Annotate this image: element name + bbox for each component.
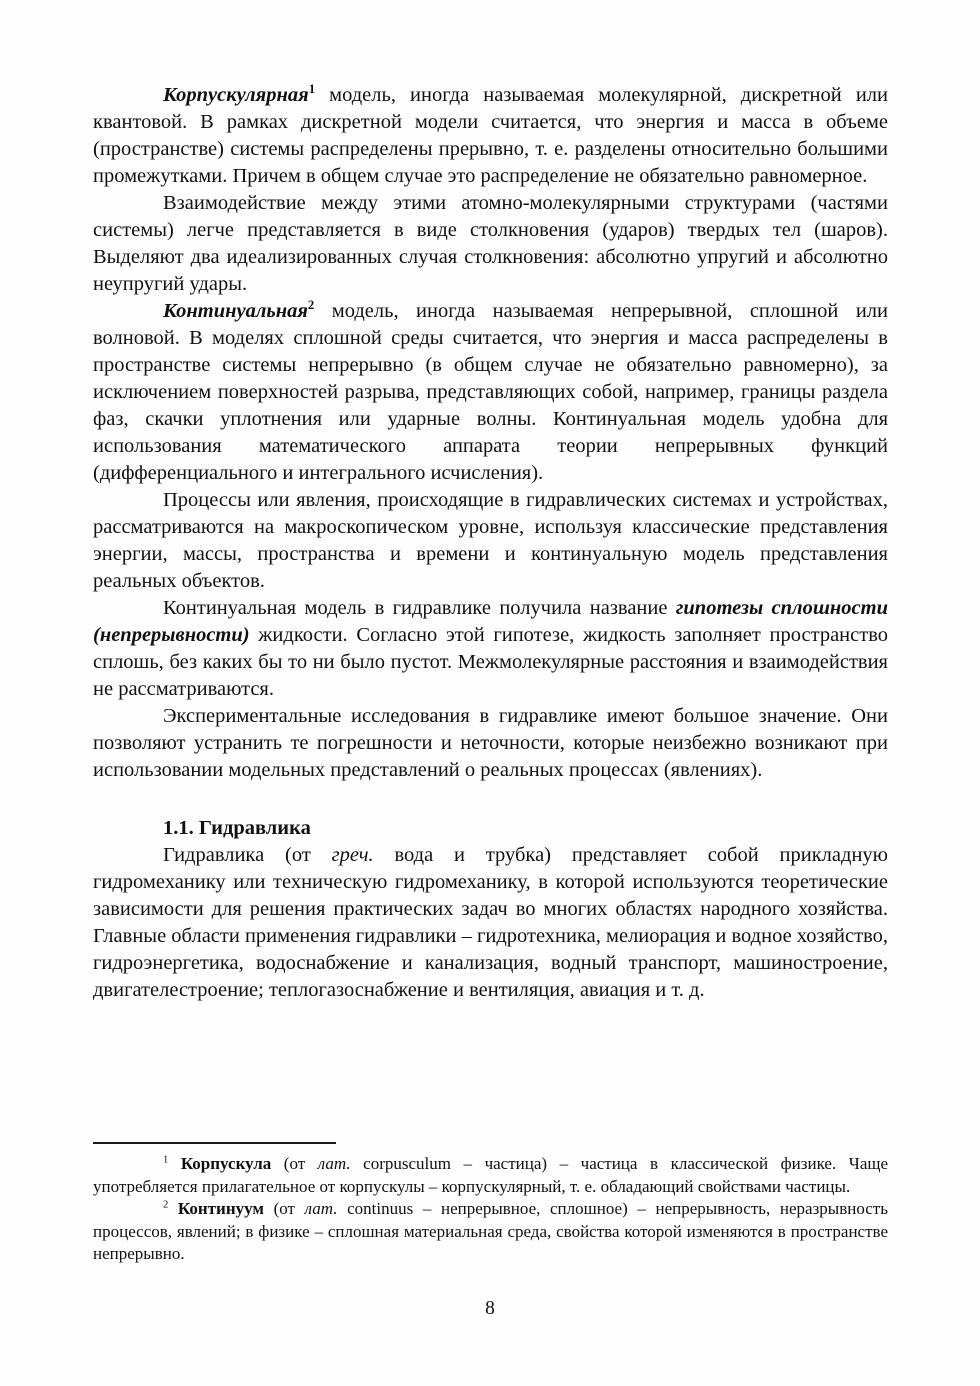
footnote-reference-mark: 1 — [308, 82, 316, 97]
footnote-reference-mark: 1 — [163, 1154, 169, 1166]
text-run: (от — [263, 1199, 305, 1218]
footnote-reference-mark: 2 — [163, 1199, 169, 1211]
text-run: гипотезы сплошности (непрерывности) — [93, 597, 888, 646]
footnote-reference-mark: 2 — [307, 298, 315, 313]
text-run: Процессы или явления, происходящие в гидравлических системах и устройствах, рассматриваются на макроскопическом уровне, используя классические представления энергии, массы, пространства и времени и континуальную модель представления реальных объектов. — [93, 489, 888, 592]
text-run: Континуальная модель в гидравлике получила название — [163, 597, 676, 619]
text-run: Корпускулярная — [163, 84, 309, 106]
text-run: (от — [271, 1154, 318, 1173]
paragraph-experimental-research — [93, 703, 888, 784]
paragraph-hydraulics-definition — [93, 842, 888, 1004]
paragraph-continual-model — [93, 298, 888, 487]
text-run: греч. — [331, 844, 374, 866]
paragraph-processes — [93, 487, 888, 595]
text-run: вода и трубка) представляет собой прикладную гидромеханику или техническую гидромеханику, в которой используются теоретические зависимости для решения практических задач во многих областях народного хозяйства. Главные области применения гидравлики – гидротехника, мелиорация и водное хозяйство, гидроэнергетика, водоснабжение и канализация, водный транспорт, машиностроение, двигателестроение; теплогазоснабжение и вентиляция, авиация и т. д. — [93, 844, 888, 1001]
section-heading: 1.1. Гидравлика — [163, 817, 311, 839]
footnote-separator — [93, 1142, 336, 1144]
footnote-continuum — [93, 1198, 888, 1266]
main-text — [93, 82, 888, 1004]
text-run: Гидравлика (от — [163, 844, 332, 866]
footnotes-block — [93, 1142, 888, 1266]
text-run: Континуальная — [163, 300, 308, 322]
text-run: модель, иногда называемая молекулярной, дискретной или квантовой. В рамках дискретной модели считается, что энергия и масса в объеме (пространстве) системы распределены прерывно, т. е. разделены относительно большими промежутками. Причем в общем случае это распределение не обязательно равномерное. — [93, 84, 888, 187]
text-run: модель, иногда называемая непрерывной, сплошной или волновой. В моделях сплошной среды считается, что энергия и масса распределены в пространстве системы непрерывно (в общем случае не обязательно равномерно), за исключением поверхностей разрыва, представляющих собой, например, границы раздела фаз, скачки уплотнения или ударные волны. Континуальная модель удобна для использования математического аппарата теории непрерывных функций (дифференциального и интегрального исчисления). — [93, 300, 888, 484]
footnote-corpuscle — [93, 1153, 888, 1198]
page-number: 8 — [485, 1298, 495, 1319]
text-run: Корпускула — [168, 1154, 272, 1173]
text-run: continuus – непрерывное, сплошное) – непрерывность, неразрывность процессов, явлений; в физике – сплошная материальная среда, свойства которой изменяются в пространстве непрерывно. — [93, 1199, 888, 1263]
paragraph-corpuscular-model — [93, 82, 888, 190]
text-run: Взаимодействие между этими атомно-молекулярными структурами (частями системы) легче представляется в виде столкновения (ударов) твердых тел (шаров). Выделяют два идеализированных случая столкновения: абсолютно упругий и абсолютно неупругий удары. — [93, 192, 888, 295]
text-run: Континуум — [168, 1199, 264, 1218]
paragraph-continuity-hypothesis — [93, 595, 888, 703]
text-run: лат. — [304, 1199, 338, 1218]
text-run: corpusculum – частица) – частица в классической физике. Чаще употребляется прилагательное от корпускулы – корпускулярный, т. е. обладающий свойствами частицы. — [93, 1154, 889, 1196]
text-run: лат. — [317, 1154, 351, 1173]
text-run: Экспериментальные исследования в гидравлике имеют большое значение. Они позволяют устранить те погрешности и неточности, которые неизбежно возникают при использовании модельных представлений о реальных процессах (явлениях). — [93, 705, 888, 781]
text-run: жидкости. Согласно этой гипотезе, жидкость заполняет пространство сплошь, без каких бы то ни было пустот. Межмолекулярные расстояния и взаимодействия не рассматриваются. — [93, 624, 888, 700]
paragraph-interaction — [93, 190, 888, 298]
